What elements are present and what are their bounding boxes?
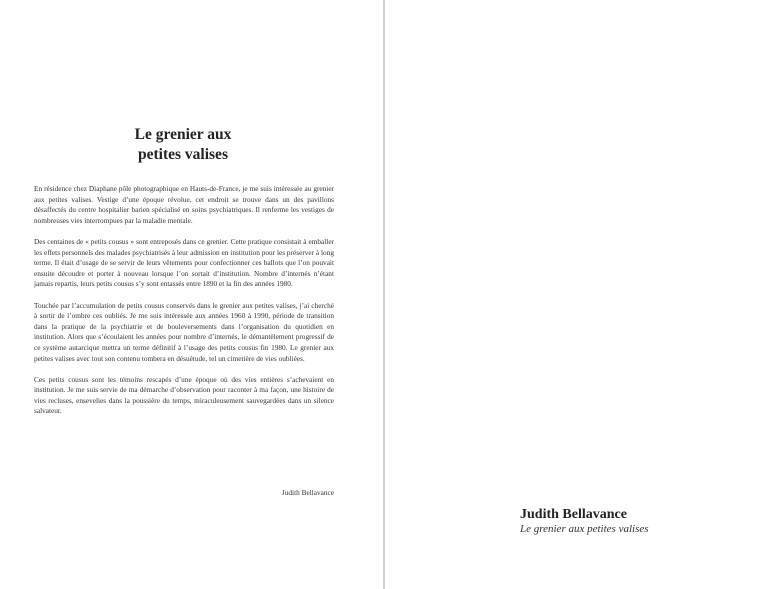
paragraph-3: Touchée par l’accumulation de petits cousus conservés dans le grenier aux petites valises, j’ai cherché à sortir de l’ombre ces oubliés. Je me suis intéressée aux années 1960 à 1990, période de transition dans la pratique de la psychiatrie et de bouleversements dans l’organisation du quotidien en institution. Alors que s’écoulaient les années pour nombre d’internés, le démantèlement progressif de ce système autarcique mettra un terme définitif à l’usage des petits cousus fin 1980. Le grenier aux petites valises avec tout son contenu tombera en désuétude, tel un cimetière de vies oubliées. xyxy=(34,300,334,363)
paragraph-1: En résidence chez Diaphane pôle photographique en Hauts-de-France, je me suis intéressée au grenier aux petites valises. Vestige d’une époque révolue, cet endroit se trouve dans un des pavillons désaffectés du centre hospitalier barien spécialisé en soins psychiatriques. Il renferme les vestiges de nombreuses vies interrompues par la maladie mentale. xyxy=(34,184,334,225)
paragraph-2: Des centaines de « petits cousus » sont entreposés dans ce grenier. Cette pratique consistait à emballer les effets personnels des malades psychiatrisés à leur admission en institution pour les préserver à long terme. Il était d’usage de se servir de leurs vêtements pour confectionner ces ballots que l’on pouvait ensuite découdre et porter à nouveau lorsque l’on sortait d’institution. Nombre d’internés n’étant jamais repartis, leurs petits cousus s’y sont entassés entre 1890 et la fin des années 1980. xyxy=(34,236,334,289)
title-line-2: petites valises xyxy=(138,146,228,163)
signature: Judith Bellavance xyxy=(281,488,334,497)
author-name: Judith Bellavance xyxy=(520,507,627,522)
left-page xyxy=(0,0,383,589)
title-line-1: Le grenier aux xyxy=(134,126,232,143)
paragraph-4: Ces petits cousus sont les témoins rescapés d’une époque où des vies entières s’achevaient en institution. Je me suis servie de ma démarche d’observation pour raconter à ma façon, une histoire de vies recluses, ensevelies dans la poussière du temps, miraculeusement sauvegardées dans un silence salvateur. xyxy=(34,374,334,416)
page-title xyxy=(30,125,336,165)
book-subtitle: Le grenier aux petites valises xyxy=(520,523,649,535)
body-text xyxy=(34,184,334,428)
right-page xyxy=(385,0,768,589)
